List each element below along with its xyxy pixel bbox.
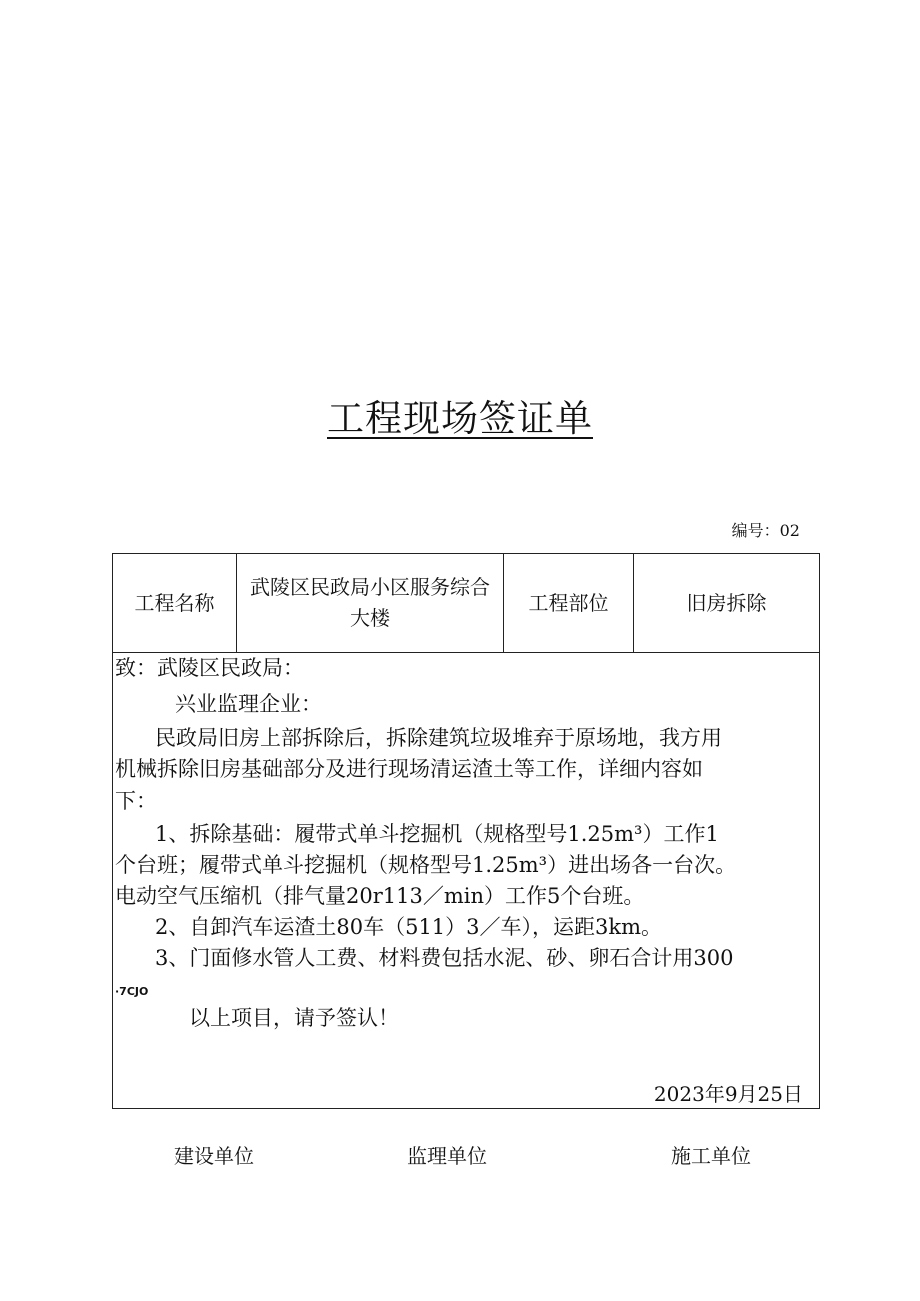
item-1-line-2: 个台班；履带式单斗挖掘机（规格型号1.25m³）进出场各一台次。 <box>115 853 737 877</box>
serial-number: 编号：02 <box>731 521 800 540</box>
label-project-name: 工程名称 <box>113 554 237 652</box>
visa-form <box>112 553 820 1109</box>
label-project-part: 工程部位 <box>504 554 634 652</box>
content-body <box>113 653 819 1109</box>
page-title <box>0 388 920 442</box>
item-3-continued: ·7CJO <box>115 985 149 998</box>
project-name-value: 武陵区民政局小区服务综合大楼 <box>237 554 504 652</box>
signature-contractor: 施工单位 <box>671 1144 751 1168</box>
date: 2023年9月25日 <box>653 1082 803 1106</box>
paragraph-line-2: 机械拆除旧房基础部分及进行现场清运渣土等工作，详细内容如 <box>115 757 703 781</box>
item-3: 3、门面修水管人工费、材料费包括水泥、砂、卵石合计用300 <box>155 946 734 970</box>
addressee-line-1: 致：武陵区民政局： <box>115 656 304 680</box>
addressee-line-2: 兴业监理企业： <box>175 692 322 716</box>
signature-supervisor: 监理单位 <box>407 1144 487 1168</box>
project-part-value: 旧房拆除 <box>686 590 767 615</box>
item-1-line-3: 电动空气压缩机（排气量20r113／min）工作5个台班。 <box>115 884 645 908</box>
header-row <box>113 554 819 653</box>
signature-owner: 建设单位 <box>174 1144 254 1168</box>
paragraph-line-1: 民政局旧房上部拆除后，拆除建筑垃圾堆弃于原场地，我方用 <box>155 726 722 750</box>
title-text: 工程现场签证单 <box>327 397 593 440</box>
item-2: 2、自卸汽车运渣土80车（511）3／车），运距3km。 <box>155 915 663 939</box>
item-1-line-1: 1、拆除基础：履带式单斗挖掘机（规格型号1.25m³）工作1 <box>155 822 719 846</box>
closing-text: 以上项目，请予签认！ <box>189 1006 399 1030</box>
paragraph-line-3: 下： <box>115 789 157 813</box>
